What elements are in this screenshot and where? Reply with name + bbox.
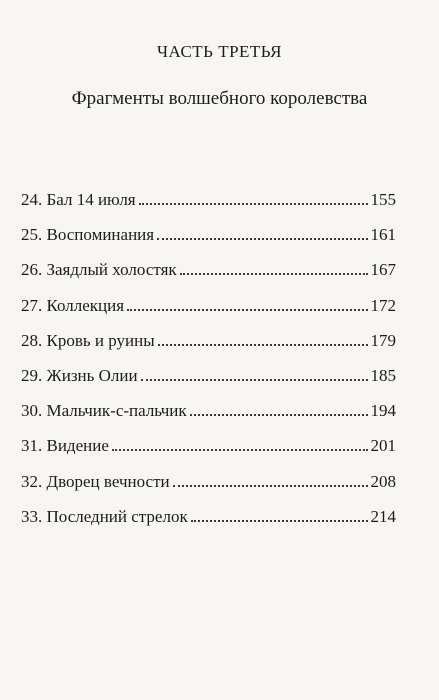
toc-entry-title: 26. Заядлый холостяк (21, 260, 177, 280)
toc-entry-26[interactable] (21, 260, 396, 289)
toc-page-number: 201 (370, 436, 396, 456)
toc-entry-title: 25. Воспоминания (21, 225, 155, 245)
toc-entry-33[interactable] (21, 507, 396, 536)
toc-page-number: 161 (370, 225, 396, 245)
toc-entry-32[interactable] (21, 472, 396, 501)
toc-leader-dots (139, 203, 368, 205)
toc-entry-24[interactable] (21, 190, 396, 219)
table-of-contents (21, 190, 396, 542)
toc-entry-title: 31. Видение (21, 436, 109, 456)
toc-leader-dots (158, 344, 368, 346)
toc-leader-dots (127, 309, 367, 311)
toc-entry-title: 32. Дворец вечности (21, 471, 170, 491)
toc-entry-title: 33. Последний стрелок (21, 506, 188, 526)
toc-leader-dots (190, 414, 368, 416)
toc-leader-dots (180, 273, 368, 275)
toc-leader-dots (141, 379, 368, 381)
toc-page-number: 208 (370, 471, 396, 491)
toc-page-number: 172 (370, 295, 396, 315)
part-subtitle: Фрагменты волшебного королевства (71, 88, 368, 109)
toc-entry-27[interactable] (21, 296, 396, 325)
toc-page-number: 179 (370, 330, 396, 350)
toc-entry-title: 30. Мальчик-с-пальчик (21, 401, 187, 421)
toc-entry-30[interactable] (21, 401, 396, 430)
toc-entry-title: 24. Бал 14 июля (21, 190, 136, 209)
toc-entry-28[interactable] (21, 331, 396, 360)
toc-leader-dots (157, 238, 367, 240)
toc-page-number: 155 (370, 190, 396, 209)
part-title: ЧАСТЬ ТРЕТЬЯ (156, 42, 283, 61)
toc-entry-25[interactable] (21, 225, 396, 254)
toc-entry-title: 27. Коллекция (21, 295, 125, 315)
toc-leader-dots (112, 449, 368, 451)
toc-page-number: 167 (370, 260, 396, 280)
toc-entry-title: 28. Кровь и руины (21, 330, 155, 350)
toc-entry-title: 29. Жизнь Олии (21, 365, 138, 385)
toc-page-number: 214 (370, 506, 396, 526)
toc-leader-dots (191, 520, 368, 522)
toc-page-number: 185 (370, 365, 396, 385)
toc-entry-31[interactable] (21, 436, 396, 465)
toc-leader-dots (173, 485, 368, 487)
toc-entry-29[interactable] (21, 366, 396, 395)
toc-page-number: 194 (370, 401, 396, 421)
